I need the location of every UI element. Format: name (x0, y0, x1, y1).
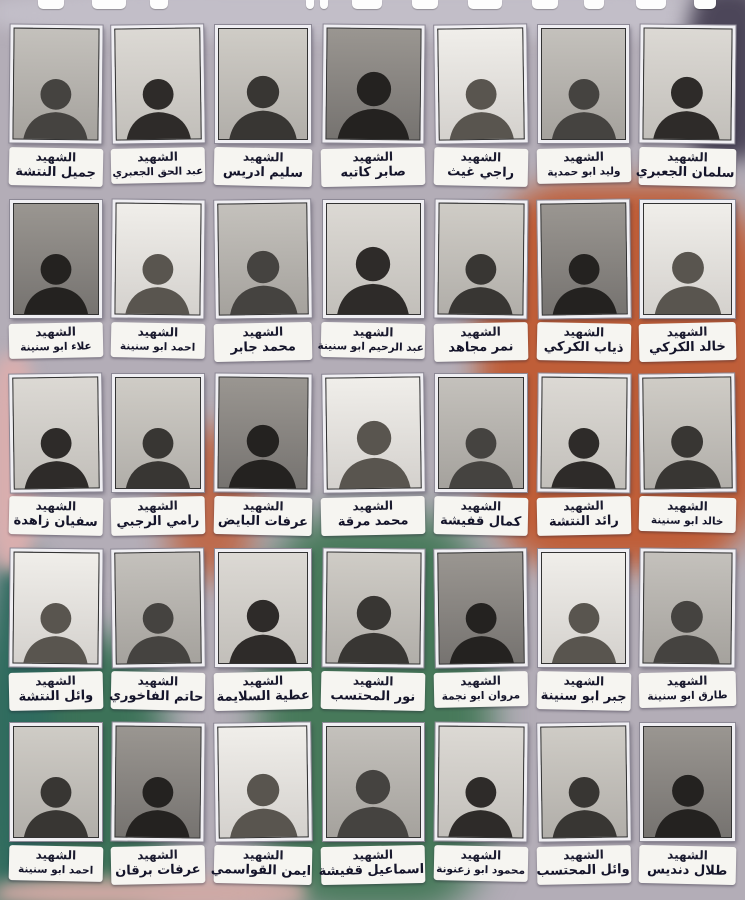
person-silhouette-icon (545, 744, 623, 839)
martyr-cell (432, 374, 529, 549)
name-plaque (434, 845, 528, 882)
name-plaque (214, 670, 313, 710)
martyr-cell (7, 200, 104, 375)
portrait-frame (215, 549, 311, 667)
portrait-frame (435, 374, 527, 492)
portrait-frame (10, 723, 102, 841)
martyr-title-label: الشهيد (35, 149, 77, 165)
portrait-frame (538, 549, 630, 667)
portrait-photo (541, 28, 627, 140)
portrait-frame (215, 25, 311, 143)
portrait-photo (326, 726, 421, 838)
person-silhouette-icon (17, 221, 94, 315)
portrait-frame (538, 25, 630, 143)
martyr-cell (637, 549, 738, 724)
martyr-name: كمال قفيشة (440, 512, 522, 530)
portrait-photo (643, 376, 733, 489)
martyr-name: جبر ابو سنينة (540, 687, 627, 705)
martyr-name: نور المحتسب (330, 687, 416, 705)
person-silhouette-icon (223, 46, 304, 140)
name-plaque (9, 147, 103, 187)
martyr-name: اسماعيل قفيشة (318, 861, 425, 879)
person-silhouette-icon (442, 744, 520, 838)
portrait-frame (434, 548, 527, 667)
person-silhouette-icon (443, 395, 520, 489)
portrait-photo (643, 203, 732, 315)
martyr-cell (637, 374, 738, 549)
person-silhouette-icon (222, 744, 304, 839)
name-plaque (9, 496, 103, 536)
cropped-title-fragment (92, 0, 126, 9)
martyr-title-label: الشهيد (353, 324, 394, 339)
cropped-title-fragment (584, 0, 604, 9)
person-silhouette-icon (545, 220, 623, 315)
portrait-photo (540, 725, 627, 838)
cropped-title-fragment (694, 0, 716, 9)
martyr-cell (212, 723, 314, 898)
portrait-frame (435, 723, 528, 842)
portrait-photo (115, 726, 202, 839)
martyr-name: وليد ابو حمدية (547, 165, 621, 179)
portrait-frame (111, 548, 204, 667)
martyr-title-label: الشهيد (35, 847, 77, 863)
martyr-title-label: الشهيد (667, 498, 709, 514)
portrait-photo (326, 203, 421, 315)
portrait-frame (323, 200, 424, 318)
portrait-photo (12, 376, 99, 489)
portrait-photo (12, 28, 99, 141)
portrait-frame (640, 373, 736, 492)
portrait-photo (12, 551, 99, 664)
martyr-title-label: الشهيد (460, 498, 502, 514)
portrait-photo (325, 551, 421, 664)
martyr-title-label: الشهيد (563, 673, 605, 688)
portrait-photo (217, 725, 309, 838)
martyr-title-label: الشهيد (562, 498, 604, 514)
martyr-title-label: الشهيد (352, 847, 394, 863)
portrait-frame (322, 548, 425, 667)
person-silhouette-icon (330, 569, 417, 664)
martyr-cell (109, 723, 206, 898)
name-plaque (536, 496, 630, 536)
name-plaque (434, 147, 528, 187)
name-plaque (9, 671, 103, 711)
martyr-cell (637, 200, 738, 375)
name-plaque (111, 322, 205, 359)
portrait-photo (115, 27, 202, 140)
cropped-title-fragment (636, 0, 666, 9)
martyr-name: علاء ابو سنينة (19, 339, 92, 354)
martyr-name: خالد الكركي (649, 338, 727, 356)
name-plaque (9, 845, 103, 882)
name-plaque (317, 321, 426, 358)
martyr-cell (432, 723, 529, 898)
martyr-title-label: الشهيد (352, 149, 394, 165)
person-silhouette-icon (119, 221, 197, 315)
portrait-frame (112, 199, 205, 318)
martyr-cell (535, 374, 632, 549)
martyr-name: محمود ابو زعنونة (436, 862, 526, 877)
martyr-name: وائل النتشة (18, 687, 94, 705)
person-silhouette-icon (330, 221, 416, 315)
cropped-title-fragment (412, 0, 438, 9)
martyr-name: سلمان الجعبري (636, 163, 736, 181)
martyr-title-label: الشهيد (242, 847, 284, 863)
portrait-frame (640, 25, 736, 144)
person-silhouette-icon (119, 569, 197, 664)
martyr-title-label: الشهيد (460, 847, 502, 863)
name-plaque (111, 496, 205, 536)
portrait-photo (325, 28, 421, 141)
martyr-cell (212, 200, 314, 375)
martyr-title-label: الشهيد (242, 324, 284, 339)
martyr-cell (432, 549, 529, 724)
martyr-name: عرفات البايض (217, 512, 309, 530)
martyr-title-label: الشهيد (352, 498, 394, 514)
martyr-name: صابر كاتبه (340, 164, 407, 181)
martyr-title-label: الشهيد (137, 498, 179, 514)
cropped-title-fragment (38, 0, 64, 9)
portrait-frame (537, 374, 630, 493)
person-silhouette-icon (545, 46, 622, 140)
portrait-photo (217, 202, 309, 315)
name-plaque (214, 321, 313, 361)
portrait-photo (643, 28, 733, 141)
name-plaque (318, 845, 426, 885)
portrait-photo (217, 377, 308, 490)
portrait-photo (541, 552, 627, 664)
cropped-title-fragment (532, 0, 558, 9)
martyr-name: عطية السلايمة (216, 687, 310, 705)
martyr-title-label: الشهيد (562, 847, 604, 863)
martyr-name: رائد النتشة (548, 513, 619, 530)
person-silhouette-icon (120, 395, 197, 489)
name-plaque (321, 147, 426, 187)
martyr-name: عرفات برقان (115, 861, 202, 879)
martyr-title-label: الشهيد (667, 847, 709, 863)
martyr-title-label: الشهيد (242, 149, 284, 165)
portrait-frame (323, 723, 424, 841)
cropped-title-fragments (0, 0, 745, 14)
martyr-cell (535, 25, 632, 200)
name-plaque (434, 496, 528, 536)
name-plaque (111, 845, 205, 885)
martyr-title-label: الشهيد (35, 498, 77, 514)
martyr-cell (637, 25, 738, 200)
martyr-cell (535, 723, 632, 898)
person-silhouette-icon (119, 46, 197, 141)
name-plaque (536, 671, 630, 711)
name-plaque (321, 670, 426, 710)
martyr-name: وائل المحتسب (536, 861, 630, 879)
martyr-name: طلال دنديس (647, 861, 728, 879)
martyr-title-label: الشهيد (137, 847, 179, 863)
name-plaque (639, 321, 736, 361)
martyr-name: احمد ابو سنينة (120, 339, 196, 354)
person-silhouette-icon (647, 46, 728, 140)
martyr-name: مروان ابو نجمة (441, 688, 521, 703)
martyr-name: نمر مجاهد (448, 338, 514, 355)
person-silhouette-icon (17, 570, 95, 664)
name-plaque (639, 845, 736, 885)
portrait-frame (214, 374, 311, 493)
name-plaque (210, 845, 313, 885)
cropped-title-fragment (352, 0, 382, 9)
name-plaque (536, 322, 630, 362)
martyr-title-label: الشهيد (353, 673, 394, 688)
portrait-photo (115, 551, 202, 664)
martyr-title-label: الشهيد (35, 673, 76, 688)
martyr-cell (212, 25, 314, 200)
martyr-cell (109, 374, 206, 549)
martyr-name: خالد ابو سنينة (651, 514, 724, 528)
martyr-name: رامي الرجبي (116, 512, 200, 530)
person-silhouette-icon (330, 46, 417, 141)
person-silhouette-icon (648, 744, 728, 838)
name-plaque (639, 496, 736, 533)
portrait-photo (325, 376, 422, 489)
martyr-title-label: الشهيد (137, 149, 179, 165)
portrait-frame (9, 373, 102, 492)
martyr-cell (319, 723, 427, 898)
name-plaque (536, 147, 630, 184)
martyr-name: حاتم الفاخوري (109, 687, 204, 705)
portrait-photo (438, 377, 524, 489)
person-silhouette-icon (330, 744, 416, 838)
name-plaque (434, 671, 528, 708)
portrait-photo (643, 551, 733, 664)
portrait-frame (214, 722, 312, 841)
person-silhouette-icon (17, 46, 95, 140)
name-plaque (214, 147, 313, 187)
person-silhouette-icon (222, 395, 304, 489)
portrait-frame (435, 199, 528, 318)
portrait-photo (13, 203, 99, 315)
person-silhouette-icon (544, 395, 622, 489)
martyr-cell (7, 25, 104, 200)
portrait-photo (643, 726, 732, 838)
martyr-name: سفيان زاهدة (13, 512, 98, 530)
portrait-frame (322, 373, 425, 492)
portrait-frame (111, 24, 204, 143)
martyr-title-label: الشهيد (562, 149, 604, 165)
person-silhouette-icon (330, 395, 417, 490)
martyr-title-label: الشهيد (137, 673, 179, 688)
martyr-cell (535, 200, 632, 375)
portrait-frame (9, 548, 102, 667)
portrait-photo (540, 377, 627, 490)
portrait-photo (540, 202, 627, 315)
martyr-cell (319, 200, 427, 375)
martyr-cell (109, 549, 206, 724)
name-plaque (639, 670, 736, 707)
portrait-frame (537, 722, 630, 841)
martyr-name: طارق ابو سنينة (647, 688, 729, 703)
martyr-title-label: الشهيد (667, 673, 708, 688)
martyr-title-label: الشهيد (242, 673, 284, 688)
portrait-photo (13, 726, 99, 838)
portrait-frame (112, 374, 204, 492)
portrait-frame (9, 25, 102, 144)
martyr-title-label: الشهيد (460, 149, 502, 165)
portrait-frame (112, 723, 205, 842)
portrait-photo (218, 28, 308, 140)
portrait-photo (115, 377, 201, 489)
martyr-name: جميل النتشة (15, 163, 97, 181)
portrait-frame (537, 199, 630, 318)
portrait-frame (640, 548, 736, 667)
martyr-title-label: الشهيد (563, 324, 605, 339)
martyr-cell (637, 723, 738, 898)
martyr-cell (432, 200, 529, 375)
person-silhouette-icon (17, 395, 95, 490)
martyr-title-label: الشهيد (35, 324, 76, 339)
person-silhouette-icon (17, 744, 94, 838)
portrait-frame (640, 200, 735, 318)
person-silhouette-icon (442, 46, 520, 141)
martyr-title-label: الشهيد (137, 324, 179, 339)
portrait-photo (438, 726, 525, 839)
person-silhouette-icon (119, 744, 197, 838)
martyr-name: ذياب الكركي (543, 338, 624, 356)
martyr-cell (319, 25, 427, 200)
martyr-title-label: الشهيد (667, 324, 708, 339)
martyr-cell (319, 549, 427, 724)
portrait-photo (438, 27, 525, 140)
person-silhouette-icon (442, 569, 520, 664)
person-silhouette-icon (647, 569, 728, 663)
cropped-title-fragment (320, 0, 328, 9)
person-silhouette-icon (223, 570, 304, 664)
name-plaque (9, 322, 103, 359)
martyr-cell (212, 374, 314, 549)
martyr-title-label: الشهيد (667, 149, 709, 165)
portrait-photo (438, 551, 525, 664)
person-silhouette-icon (222, 220, 304, 315)
name-plaque (434, 322, 528, 362)
portrait-frame (214, 199, 312, 318)
martyr-cell (7, 549, 104, 724)
portrait-frame (434, 24, 527, 143)
martyr-title-label: الشهيد (242, 498, 284, 514)
portrait-photo (218, 552, 308, 664)
portrait-frame (10, 200, 102, 318)
portrait-frame (322, 24, 425, 143)
person-silhouette-icon (442, 221, 520, 315)
martyr-name: عبد الحق الجعبري (112, 164, 204, 179)
martyr-cell (109, 25, 206, 200)
martyr-cell (432, 25, 529, 200)
martyr-cell (212, 549, 314, 724)
martyr-name: احمد ابو سنينة (17, 863, 94, 877)
portrait-frame (640, 723, 735, 841)
martyr-cell (319, 374, 427, 549)
martyr-name: راجي غيث (447, 164, 515, 181)
portrait-photo (115, 202, 202, 315)
martyr-name: محمد جابر (230, 338, 296, 355)
martyr-name: محمد مرقة (337, 513, 409, 530)
person-silhouette-icon (545, 570, 622, 664)
name-plaque (536, 845, 630, 885)
name-plaque (111, 671, 205, 711)
martyr-name: سليم ادريس (222, 163, 304, 181)
cropped-title-fragment (468, 0, 502, 9)
name-plaque (636, 147, 736, 187)
portrait-photo (438, 202, 525, 315)
name-plaque (111, 147, 205, 184)
martyr-cell (109, 200, 206, 375)
martyr-title-label: الشهيد (460, 324, 502, 339)
person-silhouette-icon (648, 221, 728, 315)
name-plaque (214, 496, 313, 536)
martyr-title-label: الشهيد (460, 673, 502, 688)
martyr-cell (535, 549, 632, 724)
martyr-name: عبد الرحيم ابو سنينة (317, 339, 425, 354)
martyr-cell (7, 374, 104, 549)
name-plaque (321, 496, 426, 536)
person-silhouette-icon (647, 395, 728, 490)
cropped-title-fragment (306, 0, 314, 9)
martyr-cell (7, 723, 104, 898)
cropped-title-fragment (150, 0, 168, 9)
martyr-name: ايمن القواسمي (210, 861, 312, 879)
